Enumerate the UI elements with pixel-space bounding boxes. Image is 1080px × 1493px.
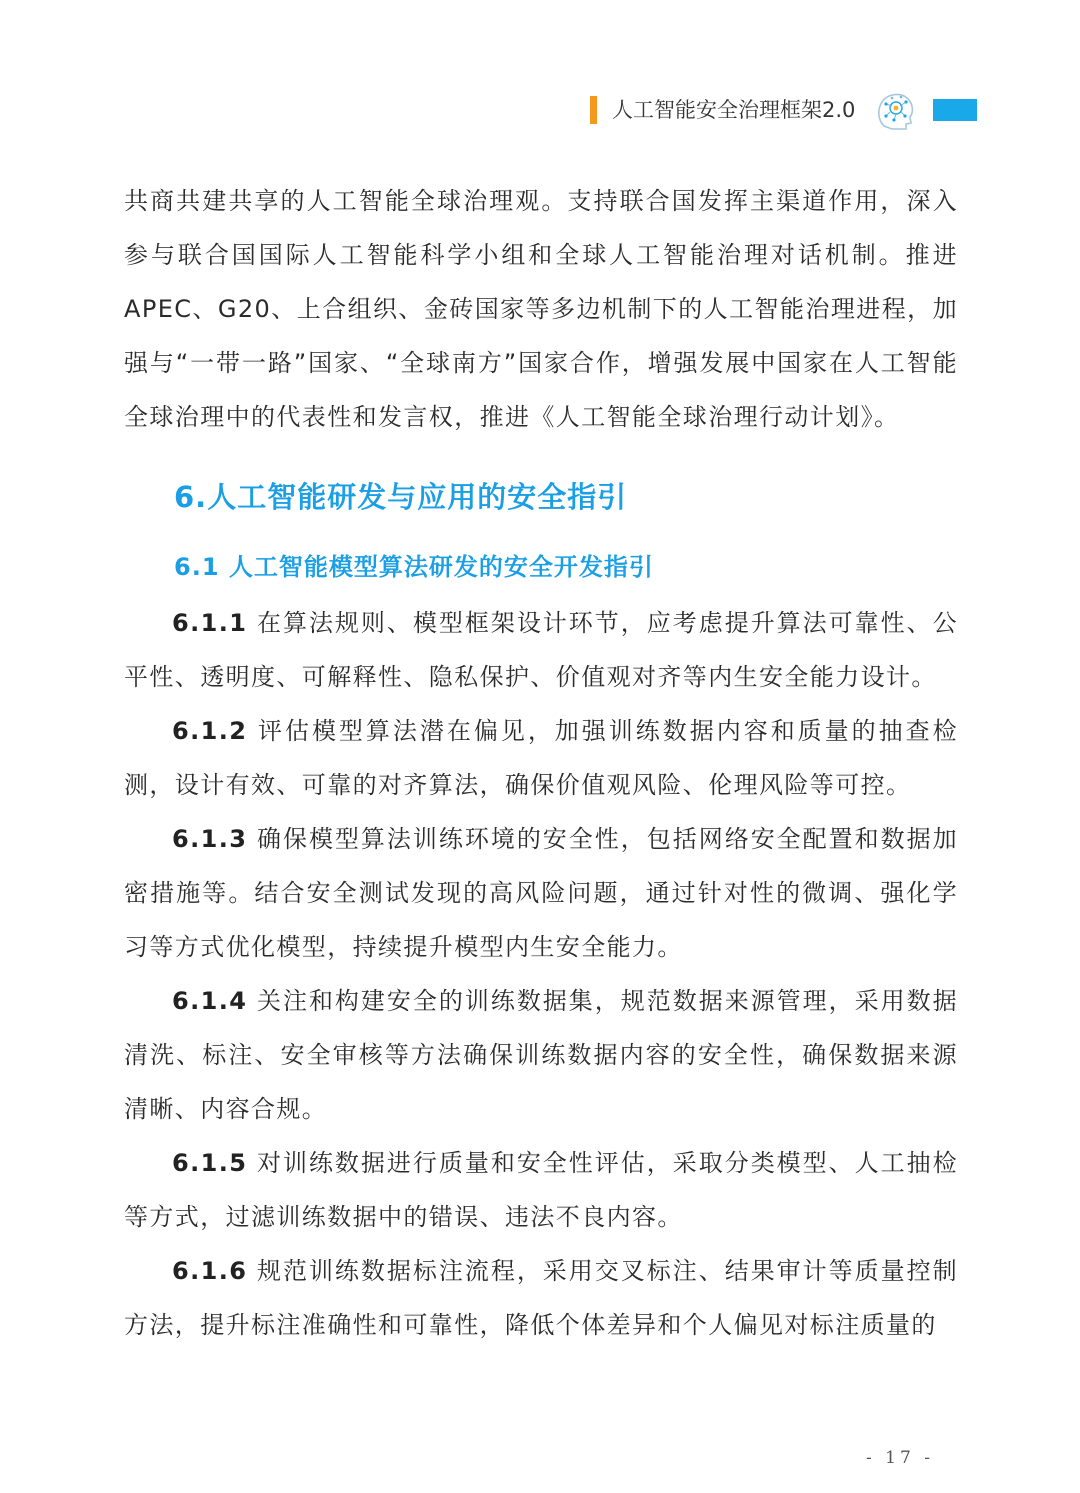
intro-paragraph: 共商共建共享的人工智能全球治理观。支持联合国发挥主渠道作用，深入参与联合国国际人工智能科学小组和全球人工智能治理对话机制。推进APEC、G20、上合组织、金砖国家等多边机制下的人工智能治理进程，加强与“一带一路”国家、“全球南方”国家合作，增强发展中国家在人工智能全球治理中的代表性和发言权，推进《人工智能全球治理行动计划》。 [124,187,958,431]
item-number: 6.1.2 [172,717,248,745]
subsection-heading: 6.1 人工智能模型算法研发的安全开发指引 [174,553,654,581]
header-accent-bar [590,96,597,124]
ai-brain-head-icon [870,86,920,136]
list-item [124,1244,958,1352]
page-content [124,174,958,1352]
item-text: 评估模型算法潜在偏见，加强训练数据内容和质量的抽查检测，设计有效、可靠的对齐算法，确保价值观风险、伦理风险等可控。 [124,717,958,799]
list-item [124,596,958,704]
item-number: 6.1.3 [172,825,248,853]
item-text: 规范训练数据标注流程，采用交叉标注、结果审计等质量控制方法，提升标注准确性和可靠性，降低个体差异和个人偏见对标注质量的 [124,1257,958,1339]
item-number: 6.1.1 [172,609,248,637]
item-text: 关注和构建安全的训练数据集，规范数据来源管理，采用数据清洗、标注、安全审核等方法确保训练数据内容的安全性，确保数据来源清晰、内容合规。 [124,987,958,1123]
item-text: 在算法规则、模型框架设计环节，应考虑提升算法可靠性、公平性、透明度、可解释性、隐私保护、价值观对齐等内生安全能力设计。 [124,609,958,691]
item-text: 确保模型算法训练环境的安全性，包括网络安全配置和数据加密措施等。结合安全测试发现的高风险问题，通过针对性的微调、强化学习等方式优化模型，持续提升模型内生安全能力。 [124,825,958,961]
page-number: - 17 - [866,1448,934,1468]
header-title: 人工智能安全治理框架2.0 [612,98,856,122]
list-item [124,812,958,974]
list-item [124,1136,958,1244]
item-text: 对训练数据进行质量和安全性评估，采取分类模型、人工抽检等方式，过滤训练数据中的错误、违法不良内容。 [124,1149,958,1231]
section-heading: 6.人工智能研发与应用的安全指引 [174,480,628,514]
item-number: 6.1.5 [172,1149,248,1177]
item-number: 6.1.4 [172,987,248,1015]
header-accent-block [933,99,977,121]
item-number: 6.1.6 [172,1257,248,1285]
page-header [588,86,980,136]
list-item [124,974,958,1136]
list-item [124,704,958,812]
